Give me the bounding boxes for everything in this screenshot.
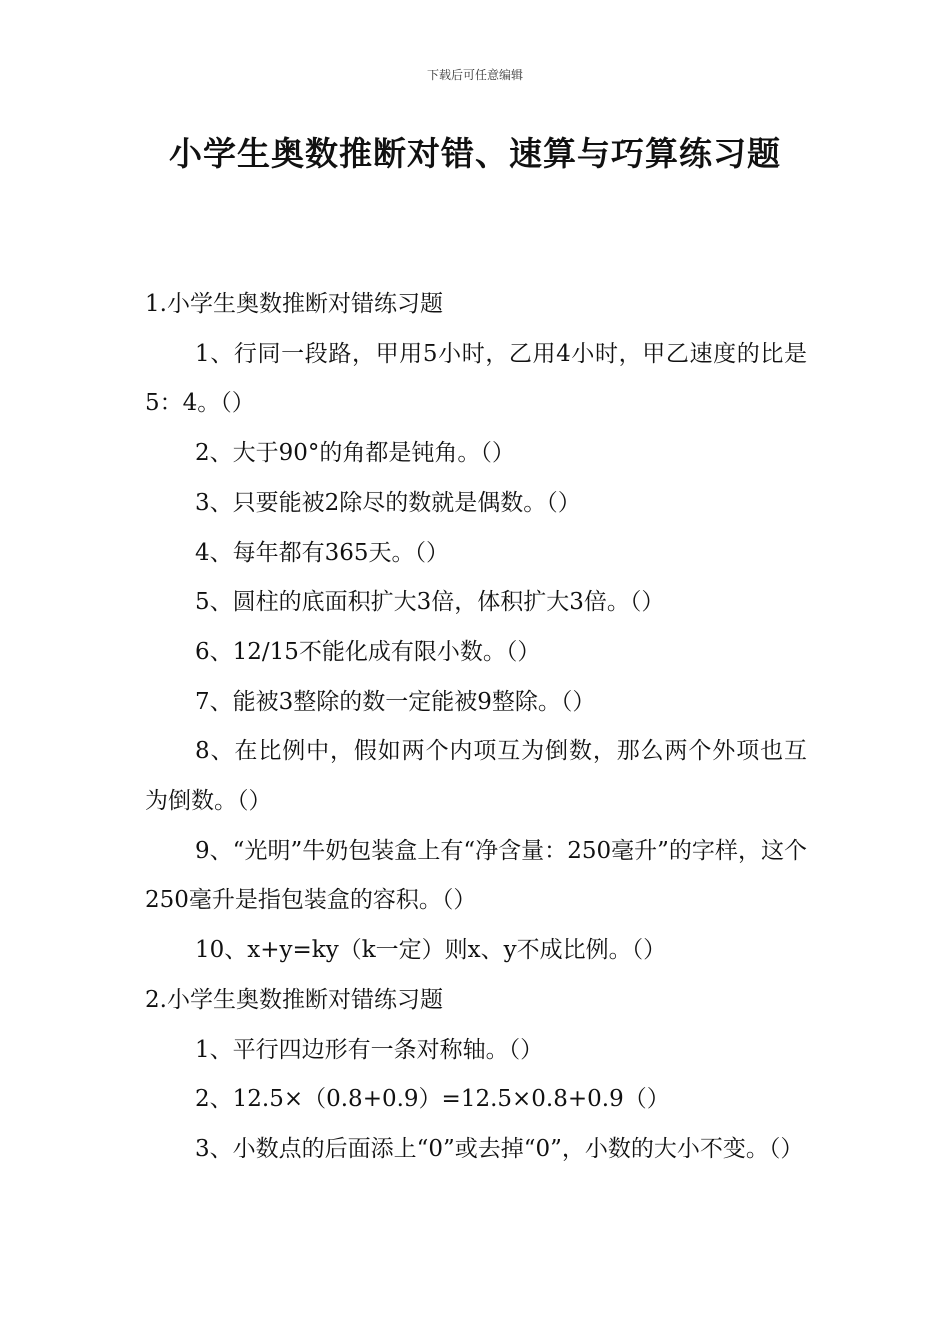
- question-item: 1、行同一段路，甲用5小时，乙用4小时，甲乙速度的比是5：4。（）: [145, 340, 807, 417]
- header-note: 下载后可任意编辑: [426, 68, 523, 82]
- document-body: [145, 280, 807, 1175]
- question-item: 4、每年都有365天。（）: [195, 539, 450, 566]
- question-item: 1、平行四边形有一条对称轴。（）: [195, 1036, 544, 1063]
- question-item: 3、只要能被2除尽的数就是偶数。（）: [195, 489, 581, 516]
- question-item: 2、大于90°的角都是钝角。（）: [195, 440, 515, 467]
- question-item: 7、能被3整除的数一定能被9整除。（）: [195, 688, 596, 715]
- section-heading-2: 2.小学生奥数推断对错练习题: [145, 986, 443, 1013]
- question-item: 9、“光明”牛奶包装盒上有“净含量：250毫升”的字样，这个250毫升是指包装盒的容积。（）: [145, 837, 807, 914]
- document-title: 小学生奥数推断对错、速算与巧算练习题: [169, 134, 781, 173]
- question-item: 3、小数点的后面添上“0”或去掉“0”，小数的大小不变。（）: [195, 1135, 804, 1162]
- question-item: 2、12.5×（0.8+0.9）=12.5×0.8+0.9（）: [195, 1086, 670, 1113]
- question-item: 5、圆柱的底面积扩大3倍，体积扩大3倍。（）: [195, 589, 665, 616]
- section-heading-1: 1.小学生奥数推断对错练习题: [145, 291, 443, 317]
- question-item: 6、12/15不能化成有限小数。（）: [195, 638, 541, 665]
- question-item: 10、x+y=ky（k一定）则x、y不成比例。（）: [195, 937, 667, 964]
- question-item: 8、在比例中，假如两个内项互为倒数，那么两个外项也互为倒数。（）: [145, 738, 807, 815]
